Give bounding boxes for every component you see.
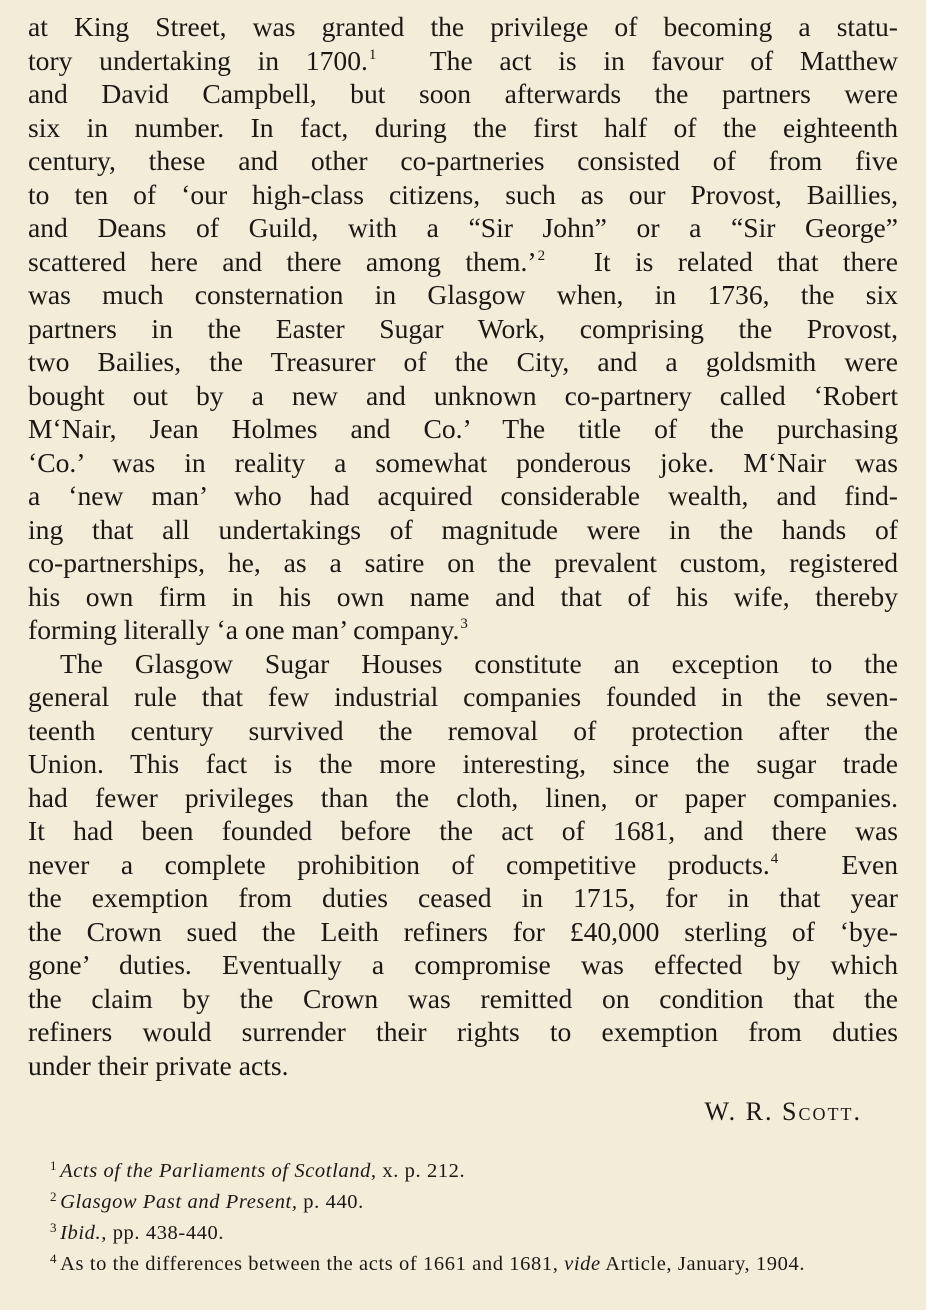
text-line: the claim by the Crown was remitted on condition that the bbox=[28, 982, 898, 1014]
footnote-citation: Article, January, 1904. bbox=[600, 1253, 806, 1275]
footnote-3 bbox=[50, 1218, 898, 1249]
text-line: to ten of ‘our high-class citizens, such as our Provost, Baillies, bbox=[28, 178, 898, 210]
footnote-citation: pp. 438-440. bbox=[106, 1222, 225, 1244]
paragraph-1 bbox=[28, 10, 898, 647]
text-line: ing that all undertakings of magnitude were in the hands of bbox=[28, 513, 898, 545]
author-surname: Scott. bbox=[782, 1097, 862, 1126]
text-line: bought out by a new and unknown co-partnery called ‘Robert bbox=[28, 379, 898, 411]
footnote-ref-1[interactable]: 1 bbox=[368, 46, 377, 63]
text-line: co-partnerships, he, as a satire on the prevalent custom, registered bbox=[28, 547, 898, 578]
text-line: and Deans of Guild, with a “Sir John” or a “Sir George” bbox=[28, 212, 898, 243]
footnote-ref-3[interactable]: 3 bbox=[460, 616, 468, 632]
text-line: six in number. In fact, during the first half of the eighteenth bbox=[28, 111, 898, 143]
footnote-source-title: Acts of the Parliaments of Scotland, bbox=[60, 1160, 377, 1182]
text-line: forming literally ‘a one man’ company.$^3$ bbox=[28, 614, 468, 645]
footnote-mark: 1 bbox=[50, 1158, 58, 1173]
footnote-mark: 3 bbox=[50, 1220, 58, 1235]
text-line: general rule that few industrial companies founded in the seven- bbox=[28, 681, 898, 712]
footnote-4 bbox=[28, 1249, 898, 1280]
article-body bbox=[28, 10, 898, 1082]
text-line: M‘Nair, Jean Holmes and Co.’ The title of the purchasing bbox=[28, 413, 898, 444]
text-line: refiners would surrender their rights to exemption from duties bbox=[28, 1016, 898, 1047]
footnote-mark: 2 bbox=[50, 1189, 58, 1204]
footnote-1 bbox=[50, 1156, 898, 1187]
text-line: tory undertaking in 1700.$^1$ The act is in favour of Matthew bbox=[28, 44, 898, 76]
text-line: scattered here and there among them.’$^2$ It is related that there bbox=[28, 245, 898, 277]
author-initials: W. R. bbox=[704, 1097, 774, 1126]
text-line: had fewer privileges than the cloth, linen, or paper companies. bbox=[28, 781, 898, 813]
text-line: was much consternation in Glasgow when, in 1736, the six bbox=[28, 279, 898, 310]
footnote-ref-2[interactable]: 2 bbox=[537, 247, 546, 264]
text-line: a ‘new man’ who had acquired considerable wealth, and find- bbox=[28, 480, 898, 511]
text-line: never a complete prohibition of competitive products.$^4$ Even bbox=[28, 848, 899, 880]
text-line: and David Campbell, but soon afterwards the partners were bbox=[28, 78, 898, 109]
footnote-text: As to the differences between the acts of 1661 and 1681, bbox=[60, 1253, 565, 1275]
footnote-citation: p. 440. bbox=[297, 1191, 364, 1213]
footnote-source-title: Glasgow Past and Present, bbox=[60, 1191, 298, 1213]
footnotes bbox=[28, 1156, 898, 1280]
text-line: the exemption from duties ceased in 1715, for in that year bbox=[28, 882, 898, 913]
footnote-2 bbox=[50, 1187, 898, 1218]
text-line: partners in the Easter Sugar Work, comprising the Provost, bbox=[28, 312, 898, 344]
text-line: his own firm in his own name and that of his wife, thereby bbox=[28, 580, 898, 612]
paragraph-2 bbox=[28, 647, 898, 1083]
text-line: The Glasgow Sugar Houses constitute an exception to the bbox=[60, 647, 898, 679]
text-line: It had been founded before the act of 1681, and there was bbox=[28, 815, 898, 846]
text-line: ‘Co.’ was in reality a somewhat ponderous joke. M‘Nair was bbox=[28, 446, 898, 478]
text-line: the Crown sued the Leith refiners for £40,000 sterling of ‘bye- bbox=[28, 915, 898, 947]
text-line: Union. This fact is the more interesting, since the sugar trade bbox=[28, 748, 898, 779]
footnote-citation: x. p. 212. bbox=[376, 1160, 466, 1182]
footnote-ref-4[interactable]: 4 bbox=[770, 850, 779, 867]
author-signature bbox=[28, 1094, 862, 1130]
footnote-source-title: Ibid., bbox=[60, 1222, 107, 1244]
footnote-mark: 4 bbox=[50, 1251, 58, 1266]
text-line: century, these and other co-partneries consisted of from five bbox=[28, 145, 898, 176]
text-line: at King Street, was granted the privilege of becoming a statu- bbox=[28, 11, 898, 42]
text-line: two Bailies, the Treasurer of the City, and a goldsmith were bbox=[28, 346, 898, 377]
footnote-source-title: vide bbox=[564, 1253, 601, 1275]
text-line: under their private acts. bbox=[28, 1049, 289, 1081]
text-line: gone’ duties. Eventually a compromise was effected by which bbox=[28, 949, 898, 980]
text-line: teenth century survived the removal of protection after the bbox=[28, 714, 898, 746]
